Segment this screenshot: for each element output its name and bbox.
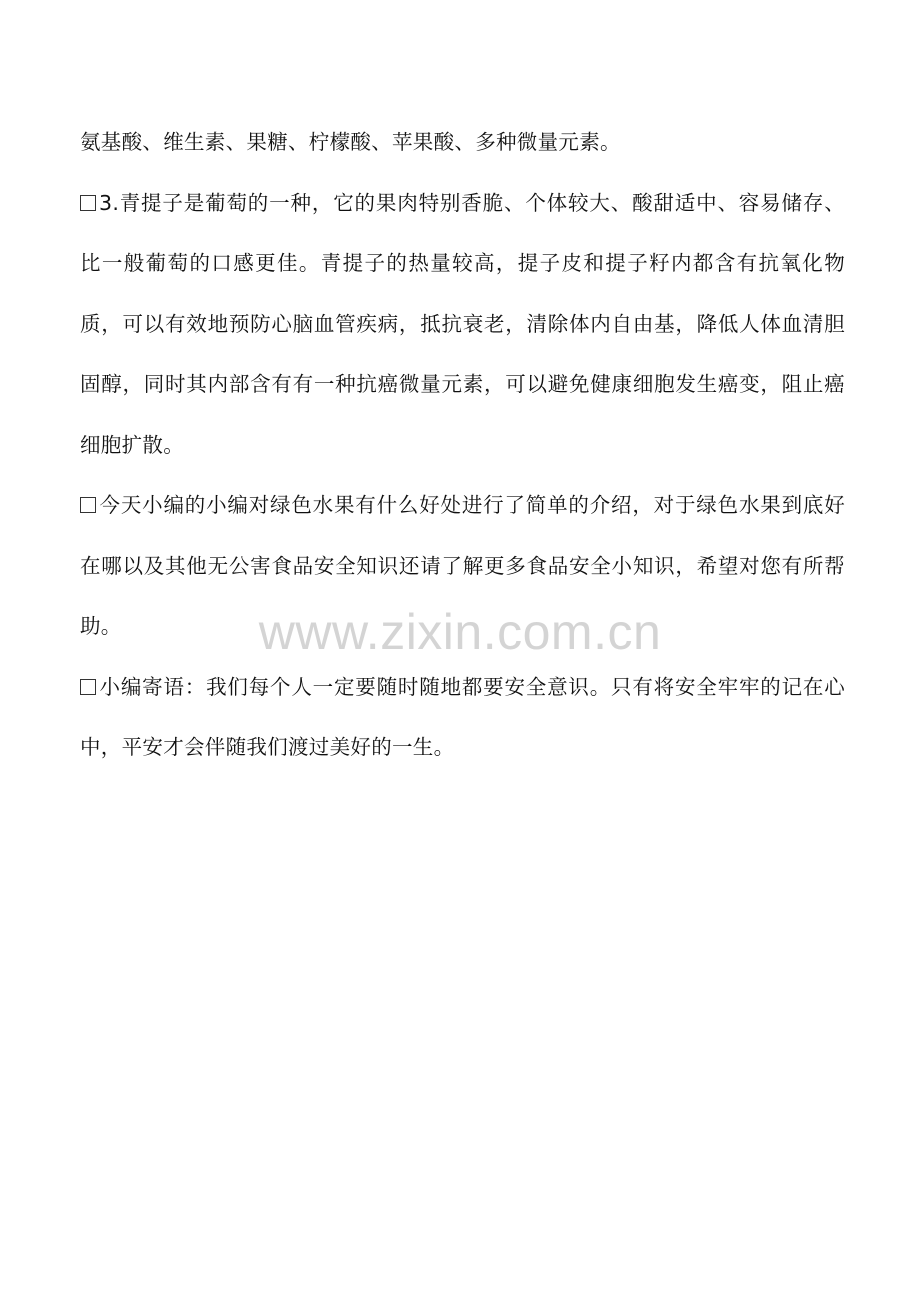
paragraph-amino-acids (80, 112, 845, 173)
paragraph-text: 小编寄语：我们每个人一定要随时随地都要安全意识。只有将安全牢牢的记在心中，平安才会伴随我们渡过美好的一生。 (80, 674, 845, 759)
paragraph-text: 3.青提子是葡萄的一种，它的果肉特别香脆、个体较大、酸甜适中、容易储存、比一般葡萄的口感更佳。青提子的热量较高，提子皮和提子籽内都含有抗氧化物质，可以有效地预防心脑血管疾病，抵抗衰老，清除体内自由基，降低人体血清胆固醇，同时其内部含有有一种抗癌微量元素，可以避免健康细胞发生癌变，阻止癌细胞扩散。 (80, 190, 845, 457)
bullet-box-icon (80, 497, 96, 513)
paragraph-editor-note (80, 657, 845, 778)
paragraph-green-grape (80, 173, 845, 476)
paragraph-text: 今天小编的小编对绿色水果有什么好处进行了简单的介绍，对于绿色水果到底好在哪以及其他无公害食品安全知识还请了解更多食品安全小知识，希望对您有所帮助。 (80, 493, 845, 638)
document-body (80, 112, 845, 778)
bullet-box-icon (80, 679, 96, 695)
bullet-box-icon (80, 195, 96, 211)
watermark: www.zixin.com.cn (258, 604, 662, 660)
paragraph-intro-summary (80, 475, 845, 657)
paragraph-text: 氨基酸、维生素、果糖、柠檬酸、苹果酸、多种微量元素。 (80, 130, 621, 154)
